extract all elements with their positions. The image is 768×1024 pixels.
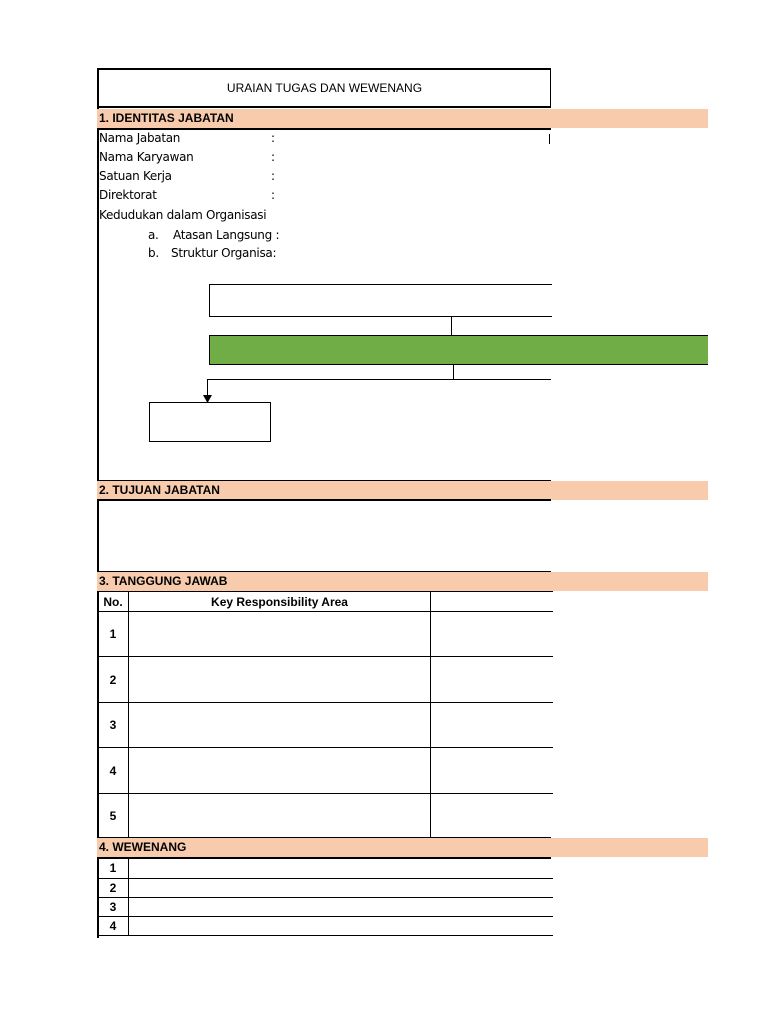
- table-row: [98, 878, 553, 897]
- field-nama-jabatan-label: Nama Jabatan: [99, 131, 181, 145]
- field-direktorat-label: Direktorat: [99, 188, 157, 202]
- wewenang-cell[interactable]: [129, 878, 553, 897]
- row-number: 1: [98, 612, 129, 657]
- responsibility-table: [97, 591, 553, 839]
- org-chart-connector: [451, 317, 452, 336]
- row-number: 2: [98, 657, 129, 703]
- field-nama-jabatan-colon: :: [271, 131, 276, 145]
- row-number: 3: [98, 703, 129, 748]
- kra-cell[interactable]: [129, 703, 431, 748]
- kra-cell[interactable]: [129, 794, 431, 839]
- section-divider: [97, 128, 551, 130]
- row-number: 1: [98, 859, 129, 878]
- org-chart-subordinate-box: [149, 402, 271, 442]
- cell-edge-mark: [549, 134, 550, 144]
- table-row: [98, 794, 553, 839]
- table-row: [98, 897, 553, 916]
- sub-field-marker-a: a.: [148, 228, 159, 242]
- extra-cell[interactable]: [431, 657, 553, 703]
- field-satuan-kerja-colon: :: [271, 169, 276, 183]
- org-chart-branch-line: [207, 379, 551, 380]
- kra-cell[interactable]: [129, 657, 431, 703]
- wewenang-cell[interactable]: [129, 916, 553, 935]
- field-direktorat-colon: :: [271, 188, 276, 202]
- row-number: 5: [98, 794, 129, 839]
- row-number: 2: [98, 878, 129, 897]
- org-chart-connector: [453, 365, 454, 380]
- wewenang-table: [97, 859, 553, 936]
- section-tujuan-jabatan: 2. TUJUAN JABATAN: [97, 481, 708, 500]
- table-row: [98, 612, 553, 657]
- table-row: [98, 748, 553, 794]
- row-number: 4: [98, 916, 129, 935]
- column-header-kra: Key Responsibility Area: [129, 592, 431, 612]
- column-header-extra: [431, 592, 553, 612]
- table-row: [98, 657, 553, 703]
- field-satuan-kerja-label: Satuan Kerja: [99, 169, 172, 183]
- document-title: URAIAN TUGAS DAN WEWENANG: [97, 68, 551, 108]
- section-identitas-jabatan: 1. IDENTITAS JABATAN: [97, 109, 708, 128]
- kra-cell[interactable]: [129, 612, 431, 657]
- table-row: [98, 703, 553, 748]
- wewenang-cell[interactable]: [129, 859, 553, 878]
- section-tanggung-jawab: 3. TANGGUNG JAWAB: [97, 572, 708, 591]
- extra-cell[interactable]: [431, 703, 553, 748]
- extra-cell[interactable]: [431, 612, 553, 657]
- section-wewenang: 4. WEWENANG: [97, 838, 708, 857]
- kra-cell[interactable]: [129, 748, 431, 794]
- row-number: 4: [98, 748, 129, 794]
- extra-cell[interactable]: [431, 748, 553, 794]
- struktur-organisasi-label: Struktur Organisa:: [171, 246, 277, 260]
- table-row: [98, 859, 553, 878]
- table-row: [98, 916, 553, 935]
- field-nama-karyawan-colon: :: [271, 150, 276, 164]
- org-chart-superior-box: [209, 284, 552, 317]
- section-divider: [97, 499, 551, 501]
- sub-field-marker-b: b.: [148, 246, 159, 260]
- kedudukan-label: Kedudukan dalam Organisasi: [99, 208, 267, 222]
- org-chart-position-highlight: [209, 335, 708, 365]
- field-nama-karyawan-label: Nama Karyawan: [99, 150, 194, 164]
- extra-cell[interactable]: [431, 794, 553, 839]
- row-number: 3: [98, 897, 129, 916]
- wewenang-cell[interactable]: [129, 897, 553, 916]
- column-header-no: No.: [98, 592, 129, 612]
- table-header-row: [98, 592, 553, 612]
- atasan-langsung-label: Atasan Langsung :: [173, 228, 280, 242]
